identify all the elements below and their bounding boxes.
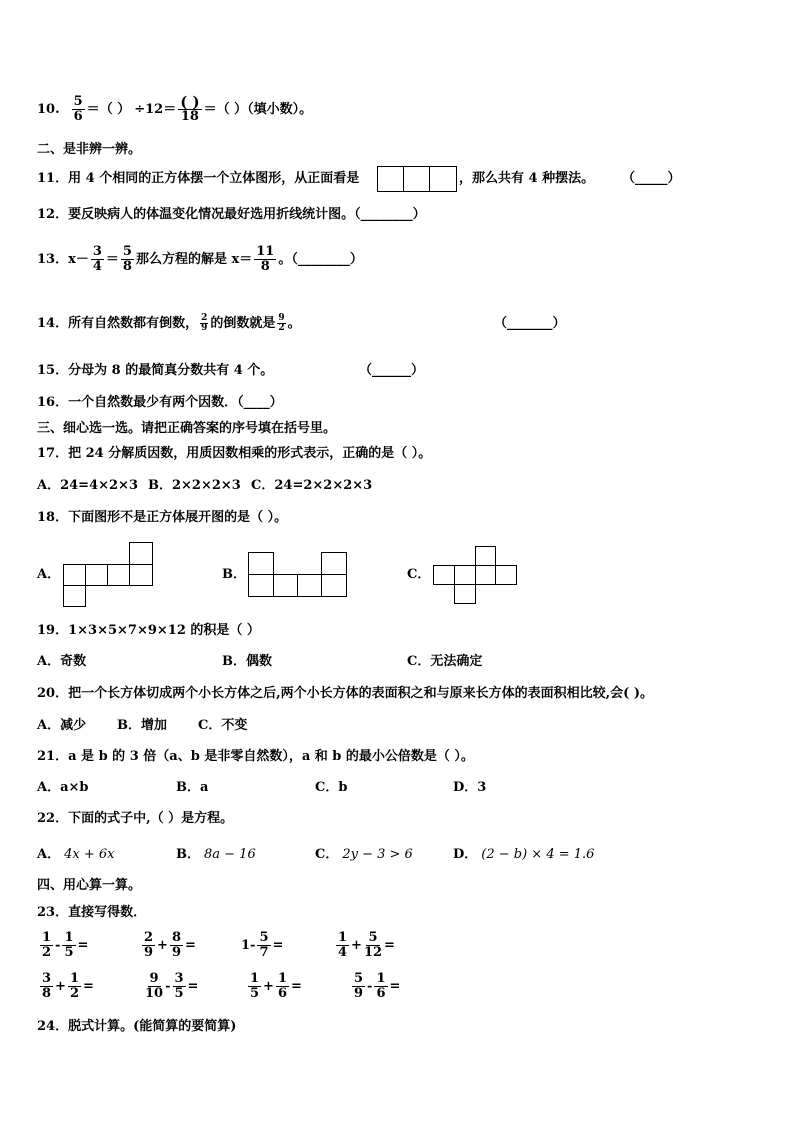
net-figure-c[interactable] bbox=[433, 546, 517, 605]
section-heading: 四、用心算一算。 bbox=[37, 878, 142, 893]
fraction: $\frac{5}{6}$ bbox=[73, 94, 83, 124]
option-a[interactable]: A．24=4×2×3 bbox=[37, 478, 138, 493]
calc-item[interactable]: $\frac{1}{5}$ + $\frac{1}{6}$ = bbox=[250, 971, 302, 1001]
question-12: 12．要反映病人的体温变化情况最好选用折线统计图。（________） bbox=[37, 207, 426, 222]
answer-bracket[interactable]: （______） bbox=[359, 363, 425, 378]
question-24: 24．脱式计算。(能简算的要简算) bbox=[37, 1019, 237, 1034]
option-b[interactable]: B．a bbox=[176, 780, 209, 795]
option-b[interactable]: B．增加 bbox=[117, 718, 167, 733]
option-c[interactable]: C．b bbox=[315, 780, 348, 795]
calc-item[interactable]: 1- $\frac{5}{7}$ = bbox=[241, 930, 284, 960]
fraction: $\frac{11}{8}$ bbox=[256, 244, 275, 274]
answer-blank[interactable]: （ ）（填小数）。 bbox=[216, 101, 313, 117]
answer-blank[interactable]: （ ） bbox=[99, 101, 131, 117]
fraction: $\frac{3}{4}$ bbox=[92, 244, 102, 274]
calc-item[interactable]: $\frac{1}{4}$ + $\frac{5}{12}$ = bbox=[338, 930, 395, 960]
question-22: 22．下面的式子中,（ ）是方程。 bbox=[37, 811, 234, 826]
question-10: 10. $\frac{5}{6}$ ＝ （ ） ÷12＝ $\frac{( )}{18}$ ＝ （ ）（填小数）。 bbox=[37, 93, 313, 124]
option-b[interactable]: B． 8a − 16 bbox=[176, 847, 256, 862]
option-c[interactable]: C．24=2×2×2×3 bbox=[251, 478, 373, 493]
question-15: 15．分母为 8 的最简真分数共有 4 个。 bbox=[37, 363, 274, 378]
question-23: 23．直接写得数． bbox=[37, 905, 147, 920]
calc-item[interactable]: $\frac{5}{9}$ - $\frac{1}{6}$ = bbox=[354, 971, 401, 1001]
option-c[interactable]: C．不变 bbox=[198, 718, 248, 733]
net-figure-a[interactable] bbox=[63, 542, 153, 608]
front-view-figure bbox=[377, 166, 457, 192]
fraction: $\frac{9}{2}$ bbox=[278, 313, 285, 333]
question-20: 20．把一个长方体切成两个小长方体之后,两个小长方体的表面积之和与原来长方体的表面积相比较,会( )。 bbox=[37, 686, 653, 701]
option-b[interactable]: B．偶数 bbox=[222, 654, 272, 669]
section-heading: 三、细心选一选。请把正确答案的序号填在括号里。 bbox=[37, 421, 337, 436]
question-17: 17．把 24 分解质因数，用质因数相乘的形式表示，正确的是（ ）。 bbox=[37, 446, 432, 461]
option-b[interactable]: B．2×2×2×3 bbox=[148, 478, 241, 493]
fraction: $\frac{5}{8}$ bbox=[122, 244, 132, 274]
question-13: 13．x－ $\frac{3}{4}$ ＝ $\frac{5}{8}$ 那么方程的解是 x＝ $\frac{11}{8}$ 。（________） bbox=[37, 244, 363, 274]
option-d[interactable]: D．3 bbox=[453, 780, 487, 795]
fraction: $\frac{( )}{18}$ bbox=[180, 93, 200, 124]
option-a[interactable]: A． 4x + 6x bbox=[37, 847, 115, 862]
net-figure-b[interactable] bbox=[248, 552, 347, 597]
option-c[interactable]: C．无法确定 bbox=[407, 654, 483, 669]
calc-item[interactable]: $\frac{3}{8}$ + $\frac{1}{2}$ = bbox=[42, 971, 94, 1001]
calc-item[interactable]: $\frac{1}{2}$ - $\frac{1}{5}$ = bbox=[42, 930, 89, 960]
calc-item[interactable]: $\frac{2}{9}$ + $\frac{8}{9}$ = bbox=[144, 930, 196, 960]
question-11: 11．用 4 个相同的正方体摆一个立体图形，从正面看是 bbox=[37, 171, 360, 186]
option-a[interactable]: A．a×b bbox=[37, 780, 89, 795]
question-14: 14．所有自然数都有倒数， $\frac{2}{9}$ 的倒数就是 $\frac{9}{2}$ 。 bbox=[37, 313, 301, 333]
question-18: 18．下面图形不是正方体展开图的是（ ）。 bbox=[37, 510, 288, 525]
calc-item[interactable]: $\frac{9}{10}$ - $\frac{3}{5}$ = bbox=[145, 971, 199, 1001]
option-c[interactable]: C． bbox=[407, 567, 431, 582]
question-11-tail: ，那么共有 4 种摆法。 bbox=[459, 171, 595, 186]
question-21: 21．a 是 b 的 3 倍（a、b 是非零自然数），a 和 b 的最小公倍数是（ ）。 bbox=[37, 749, 474, 764]
question-16: 16．一个自然数最少有两个因数．（____） bbox=[37, 395, 283, 410]
answer-bracket[interactable]: （_____） bbox=[622, 171, 681, 186]
option-b[interactable]: B． bbox=[222, 567, 246, 582]
question-19: 19．1×3×5×7×9×12 的积是（ ） bbox=[37, 623, 260, 638]
option-a[interactable]: A．奇数 bbox=[37, 654, 87, 669]
option-c[interactable]: C． 2y − 3 > 6 bbox=[315, 847, 413, 862]
answer-bracket[interactable]: （_______） bbox=[494, 316, 566, 331]
question-number: 10. bbox=[37, 101, 60, 117]
section-heading: 二、是非辨一辨。 bbox=[37, 142, 142, 157]
option-d[interactable]: D． (2 − b) × 4 = 1.6 bbox=[453, 847, 595, 862]
fraction: $\frac{2}{9}$ bbox=[201, 313, 208, 333]
option-a[interactable]: A．减少 bbox=[37, 718, 87, 733]
option-a[interactable]: A． bbox=[37, 567, 61, 582]
